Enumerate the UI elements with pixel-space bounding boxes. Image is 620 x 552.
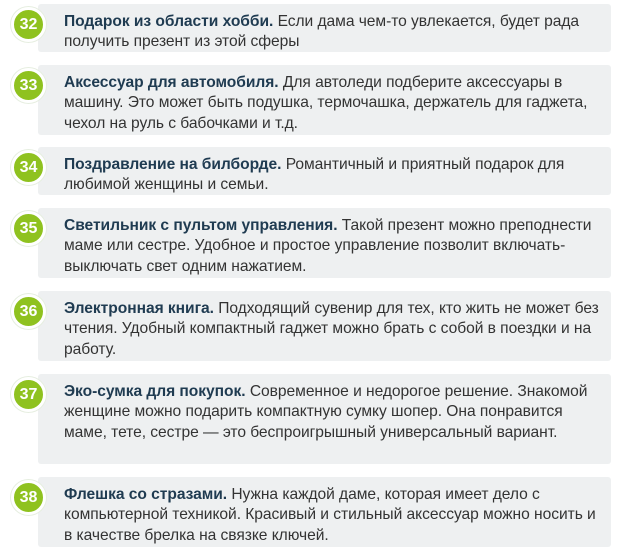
item-description: Подходящий сувенир для тех, кто жить не может без чтения. Удобный компактный гаджет можно брать с собой в поездки и на работу.: [64, 300, 599, 358]
item-description: Для автоледи подберите аксессуары в машину. Это может быть подушка, термочашка, держатель для гаджета, чехол на руль с бабочками и т.д.: [64, 74, 588, 132]
number-badge: 38: [11, 480, 46, 515]
item-text: [64, 12, 601, 53]
item-text: [64, 155, 601, 196]
item-text: [64, 216, 601, 277]
item-text: [64, 73, 601, 134]
item-description: Романтичный и приятный подарок для любимой женщины и семьи.: [64, 156, 565, 194]
item-card: [38, 65, 611, 135]
number-badge: 36: [11, 294, 46, 329]
item-title: Подарок из области хобби.: [64, 13, 274, 30]
item-title: Электронная книга.: [64, 300, 214, 317]
item-title: Флешка со стразами.: [64, 486, 228, 503]
item-card: [38, 208, 611, 278]
item-card: [38, 291, 611, 361]
number-badge: 34: [11, 150, 46, 185]
item-text: [64, 299, 601, 360]
item-card: [38, 374, 611, 464]
item-card: [38, 4, 611, 52]
item-description: Такой презент можно преподнести маме или сестре. Удобное и простое управление позволит включать-выключать свет одним нажатием.: [64, 217, 592, 275]
item-description: Нужна каждой даме, которая имеет дело с компьютерной техникой. Красивый и стильный аксессуар можно носить и в качестве брелка на связке ключей.: [64, 486, 596, 544]
number-badge: 32: [11, 7, 46, 42]
number-badge: 33: [11, 68, 46, 103]
item-card: [38, 147, 611, 195]
item-card: [38, 477, 611, 547]
item-text: [64, 485, 601, 546]
item-title: Светильник с пультом управления.: [64, 217, 338, 234]
item-description: Современное и недорогое решение. Знакомой женщине можно подарить компактную сумку шопер. Она понравится маме, тете, сестре — это беспроигрышный универсальный вариант.: [64, 383, 588, 441]
item-title: Эко-сумка для покупок.: [64, 383, 246, 400]
number-badge: 35: [11, 211, 46, 246]
number-badge: 37: [11, 377, 46, 412]
item-text: [64, 382, 601, 443]
item-description: Если дама чем-то увлекается, будет рада получить презент из этой сферы: [64, 13, 580, 51]
item-title: Поздравление на билборде.: [64, 156, 282, 173]
item-title: Аксессуар для автомобиля.: [64, 74, 279, 91]
